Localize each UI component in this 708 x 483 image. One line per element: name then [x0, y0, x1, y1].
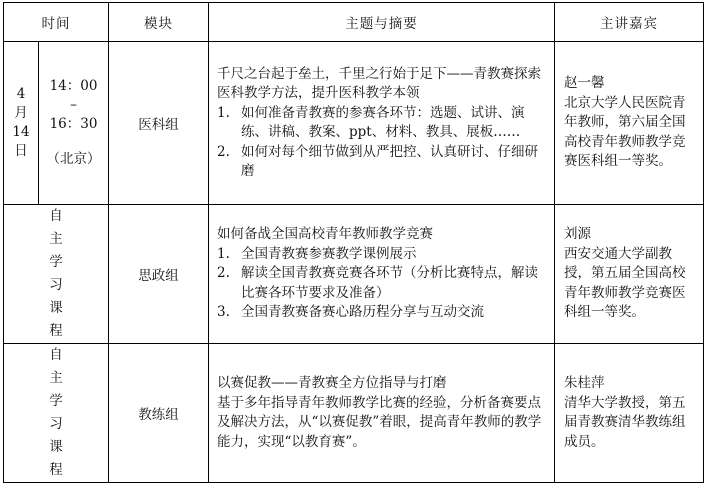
table-row: [4, 344, 704, 483]
self-study-cell: 自 主 学 习 课 程: [4, 205, 109, 344]
topic-list: [217, 104, 546, 182]
list-item: 2. 解读全国青教赛竞赛各环节（分析比赛特点，解读比赛各环节要求及准备）: [217, 265, 538, 301]
speaker-cell: [555, 42, 704, 205]
topic-cell: [209, 344, 555, 483]
schedule-table: [3, 2, 704, 483]
speaker-name: 刘源: [564, 226, 591, 243]
list-item: 1. 全国青教赛参赛教学课例展示: [217, 245, 417, 262]
topic-cell: [209, 205, 555, 344]
topic-title: 如何备战全国高校青年教师教学竞赛: [217, 226, 433, 243]
list-item: 3. 全国青教赛备赛心路历程分享与互动交流: [217, 304, 484, 321]
header-row: [4, 3, 704, 42]
header-topic: 主题与摘要: [209, 3, 555, 42]
speaker-bio: 西安交通大学副教授，第五届全国高校青年教师教学竞赛医科组一等奖。: [564, 245, 686, 321]
header-module: 模块: [109, 3, 209, 42]
header-speaker: 主讲嘉宾: [555, 3, 704, 42]
topic-body: 基于多年指导青年教师教学比赛的经验，分析备赛要点及解决方法，从“以赛促教”着眼，提高青年教师的教学能力，实现“以教育赛”。: [217, 394, 542, 450]
topic-title: 千尺之台起于垒土，千里之行始于足下——青教赛探索医科教学方法，提升医科教学本领: [217, 65, 541, 101]
speaker-cell: [555, 344, 704, 483]
self-study-cell: 自 主 学 习 课 程: [4, 344, 109, 483]
module-cell: 教练组: [109, 344, 209, 483]
location: （北京）: [46, 151, 101, 167]
list-item: 1. 如何准备青教赛的参赛各环节：选题、试讲、演练、讲稿、教案、ppt、材料、教具、展板……: [217, 104, 525, 140]
speaker-cell: [555, 205, 704, 344]
module-cell: 思政组: [109, 205, 209, 344]
speaker-bio: 清华大学教授，第五届青教赛清华教练组成员。: [564, 394, 686, 450]
date-cell: 4 月 14 日: [4, 42, 39, 205]
header-time: 时间: [4, 3, 109, 42]
topic-title: 以赛促教——青教赛全方位指导与打磨: [217, 375, 447, 391]
topic-list: [217, 245, 546, 323]
table-row: [4, 42, 704, 205]
speaker-name: 赵一馨: [564, 75, 605, 92]
topic-cell: [209, 42, 555, 205]
speaker-name: 朱桂萍: [564, 375, 605, 391]
time-cell: 14：00 – 16：30 （北京）: [39, 42, 109, 205]
speaker-bio: 北京大学人民医院青年教师，第六届全国高校青年教师教学竞赛医科组一等奖。: [564, 94, 686, 170]
module-cell: 医科组: [109, 42, 209, 205]
list-item: 2. 如何对每个细节做到从严把控、认真研讨、仔细研磨: [217, 143, 538, 179]
table-row: [4, 205, 704, 344]
